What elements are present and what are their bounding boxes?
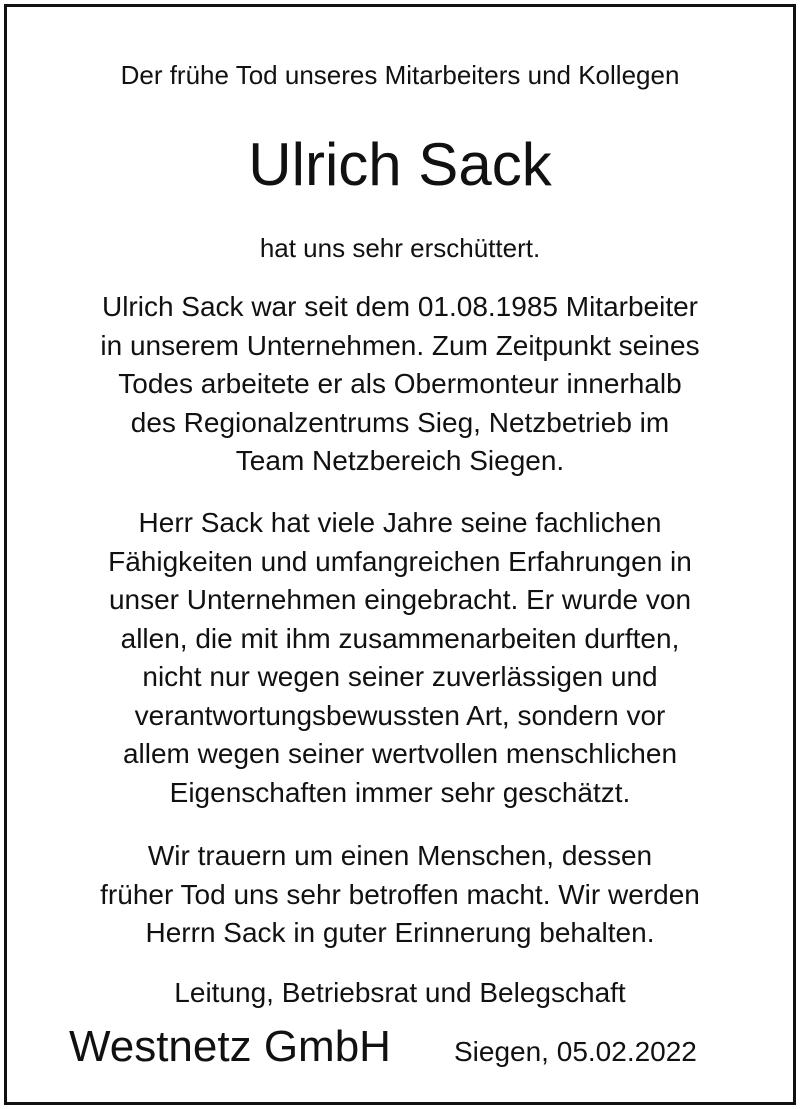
paragraph-career: [37, 288, 763, 481]
paragraph-line: Wir trauern um einen Menschen, dessen: [147, 840, 653, 871]
subline-text: hat uns sehr erschüttert.: [259, 233, 541, 263]
company-name: Westnetz GmbH: [69, 1022, 391, 1071]
paragraph-line: früher Tod uns sehr betroffen macht. Wir werden: [100, 878, 700, 910]
paragraph-line: Herr Sack hat viele Jahre seine fachlichen: [138, 507, 662, 538]
paragraph-line: verantwortungsbewussten Art, sondern vor: [134, 699, 666, 731]
obituary-notice: [7, 7, 793, 1102]
paragraph-line: allen, die mit ihm zusammenarbeiten durften,: [120, 622, 680, 654]
signoff-text: Leitung, Betriebsrat und Belegschaft: [174, 977, 626, 1008]
paragraph-line: nicht nur wegen seiner zuverlässigen und: [142, 661, 658, 692]
paragraph-line: Team Netzbereich Siegen.: [235, 445, 565, 476]
paragraph-line: Ulrich Sack war seit dem 01.08.1985 Mitarbeiter: [101, 291, 699, 322]
paragraph-line: unser Unternehmen eingebracht. Er wurde von: [108, 584, 692, 615]
paragraph-line: Todes arbeitete er als Obermonteur innerhalb: [118, 368, 682, 399]
deceased-name: Ulrich Sack: [248, 131, 552, 198]
paragraph-line: des Regionalzentrums Sieg, Netzbetrieb im: [130, 406, 670, 438]
paragraph-line: Eigenschaften immer sehr geschätzt.: [169, 776, 631, 808]
place-date: Siegen, 05.02.2022: [454, 1036, 697, 1067]
paragraph-line: Fähigkeiten und umfangreichen Erfahrungen in: [108, 545, 692, 577]
notice-border: [4, 4, 796, 1105]
paragraph-line: allem wegen seiner wertvollen menschlichen: [122, 738, 678, 769]
intro-text: Der frühe Tod unseres Mitarbeiters und Kollegen: [120, 60, 680, 90]
paragraph-tribute: [37, 504, 763, 812]
paragraph-mourning: [37, 837, 763, 953]
paragraph-line: in unserem Unternehmen. Zum Zeitpunkt seines: [100, 329, 700, 361]
paragraph-line: Herrn Sack in guter Erinnerung behalten.: [145, 917, 655, 948]
